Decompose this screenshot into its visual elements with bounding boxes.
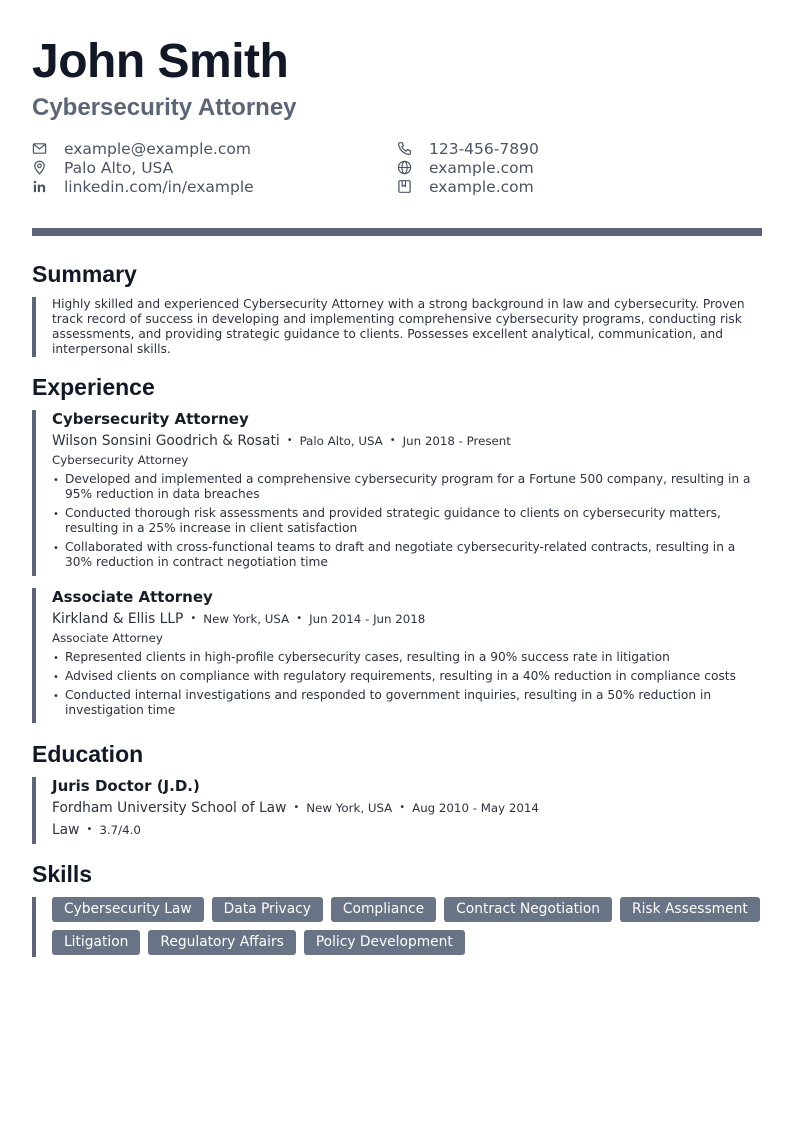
location-pin-icon — [32, 160, 47, 175]
separator-dot: • — [286, 435, 293, 446]
skills-block — [32, 897, 762, 957]
separator-dot: • — [86, 824, 93, 835]
candidate-title: Cybersecurity Attorney — [32, 94, 297, 121]
skills-heading: Skills — [32, 861, 93, 887]
contact-linkedin[interactable] — [32, 177, 254, 196]
job-meta — [52, 610, 762, 628]
bullet-item: • Advised clients on compliance with regulatory requirements, resulting in a 40% reduction in compliance costs — [52, 669, 762, 684]
linkedin-text: linkedin.com/in/example — [64, 177, 254, 196]
experience-entry — [32, 588, 762, 723]
bullet-item: • Conducted internal investigations and responded to government inquiries, resulting in a 50% reduction in investigation time — [52, 688, 762, 718]
phone-icon — [397, 141, 412, 156]
field-of-study: Law — [52, 822, 80, 838]
job-bullets — [52, 650, 762, 718]
education-dates: Aug 2010 - May 2014 — [412, 801, 539, 815]
education-meta — [52, 799, 762, 817]
contact-location — [32, 158, 173, 177]
globe-icon — [397, 160, 412, 175]
skill-tag: Policy Development — [304, 930, 465, 955]
degree-title: Juris Doctor (J.D.) — [52, 777, 200, 795]
skill-tag: Litigation — [52, 930, 140, 955]
summary-text: Highly skilled and experienced Cybersecurity Attorney with a strong background in law and cybersecurity. Proven track record of success in developing and implementing comprehensive cybersecurity programs, conducting risk assessments, and providing strategic guidance to clients. Possesses excellent analytical, communication, and interpersonal skills. — [52, 297, 745, 356]
bookmark-icon — [397, 179, 412, 194]
gpa: 3.7/4.0 — [99, 823, 141, 837]
bullet-item: • Collaborated with cross-functional teams to draft and negotiate cybersecurity-related contracts, resulting in a 30% reduction in contract negotiation time — [52, 540, 762, 570]
skill-tag: Cybersecurity Law — [52, 897, 204, 922]
education-entry — [32, 777, 762, 844]
company-name: Wilson Sonsini Goodrich & Rosati — [52, 433, 280, 449]
header-divider — [32, 228, 762, 236]
summary-heading: Summary — [32, 261, 137, 287]
location-text: Palo Alto, USA — [64, 158, 174, 177]
experience-heading: Experience — [32, 374, 155, 400]
skill-tag: Risk Assessment — [620, 897, 760, 922]
separator-dot: • — [296, 613, 303, 624]
contact-email[interactable] — [32, 139, 251, 158]
job-subtitle: Cybersecurity Attorney — [52, 453, 189, 467]
phone-text: 123-456-7890 — [429, 139, 539, 158]
separator-dot: • — [293, 802, 300, 813]
job-subtitle: Associate Attorney — [52, 631, 163, 645]
summary-block — [32, 297, 762, 357]
portfolio-text: example.com — [429, 177, 534, 196]
bullet-item: • Developed and implemented a comprehensive cybersecurity program for a Fortune 500 company, resulting in a 95% reduction in data breaches — [52, 472, 762, 502]
job-location: New York, USA — [203, 612, 290, 626]
skill-tag: Contract Negotiation — [444, 897, 612, 922]
email-text: example@example.com — [64, 139, 251, 158]
skill-tag: Regulatory Affairs — [148, 930, 295, 955]
education-details — [52, 821, 762, 839]
contact-phone[interactable] — [397, 139, 539, 158]
skill-tag: Data Privacy — [212, 897, 323, 922]
candidate-name: John Smith — [32, 35, 289, 88]
job-dates: Jun 2018 - Present — [402, 434, 511, 448]
skill-tag: Compliance — [331, 897, 436, 922]
job-title: Cybersecurity Attorney — [52, 410, 249, 428]
bullet-item: • Represented clients in high-profile cybersecurity cases, resulting in a 90% success rate in litigation — [52, 650, 762, 665]
linkedin-icon — [32, 179, 47, 194]
mail-icon — [32, 141, 47, 156]
contact-website[interactable] — [397, 158, 534, 177]
job-title: Associate Attorney — [52, 588, 213, 606]
separator-dot: • — [389, 435, 396, 446]
job-bullets — [52, 472, 762, 570]
separator-dot: • — [190, 613, 197, 624]
bullet-item: • Conducted thorough risk assessments and provided strategic guidance to clients on cybersecurity matters, resulting in a 25% increase in client satisfaction — [52, 506, 762, 536]
contact-portfolio[interactable] — [397, 177, 534, 196]
job-meta — [52, 432, 762, 450]
contact-info — [32, 139, 762, 199]
school-name: Fordham University School of Law — [52, 800, 287, 816]
school-location: New York, USA — [306, 801, 393, 815]
education-heading: Education — [32, 741, 144, 767]
experience-entry — [32, 410, 762, 576]
job-dates: Jun 2014 - Jun 2018 — [309, 612, 426, 626]
job-location: Palo Alto, USA — [299, 434, 383, 448]
company-name: Kirkland & Ellis LLP — [52, 611, 184, 627]
separator-dot: • — [399, 802, 406, 813]
website-text: example.com — [429, 158, 534, 177]
skills-list — [52, 897, 762, 955]
